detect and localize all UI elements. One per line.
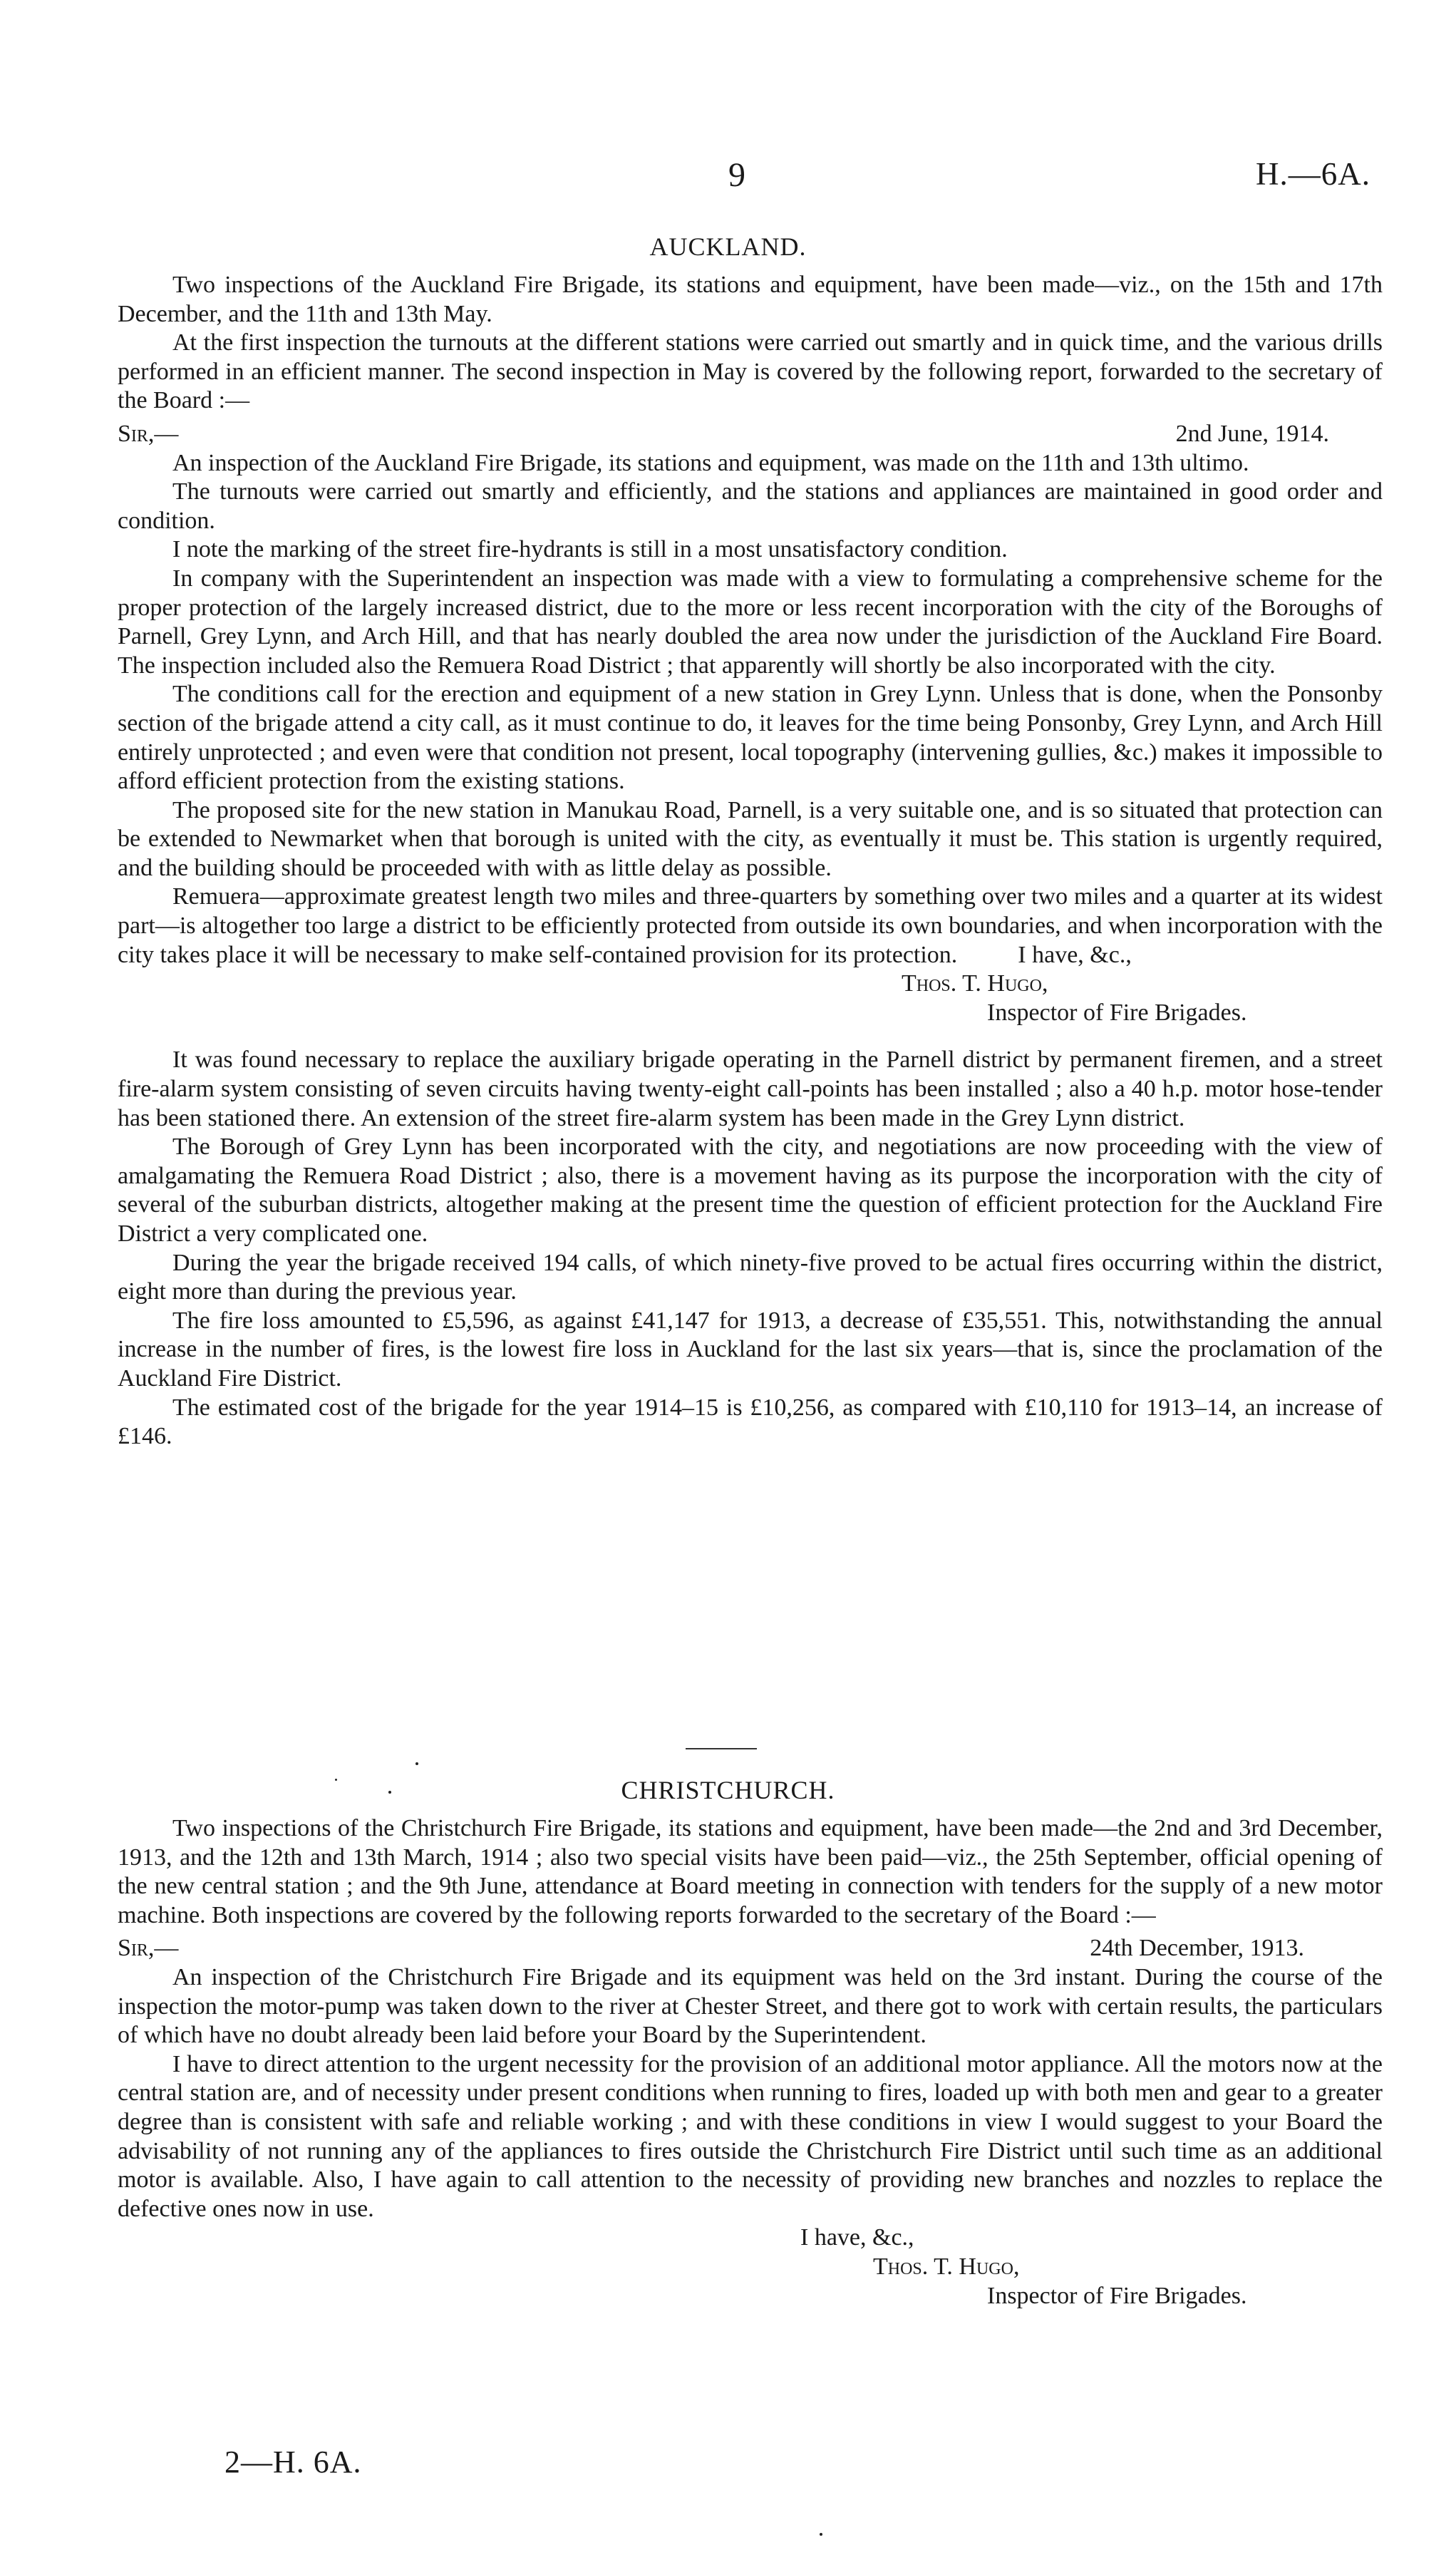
paragraph: The conditions call for the erection and equipment of a new station in Grey Lynn. Unless that is done, when the Ponsonby section of the brigade attend a city call, as it must continue to do, it leaves for the time being Ponsonby, Grey Lynn, and Arch Hill entirely unprotected ; and even were that condition not present, local topography (intervening gullies, &c.) makes it impossible to afford efficient protection from the existing stations. — [118, 681, 1383, 795]
christchurch-section — [118, 1814, 1383, 2310]
paragraph — [118, 883, 1383, 970]
closing: I have, &c., — [800, 2224, 914, 2251]
letter-date: 2nd June, 1914. — [1175, 420, 1329, 447]
paragraph: The fire loss amounted to £5,596, as against £41,147 for 1913, a decrease of £35,551. This, notwithstanding the annual increase in the number of fires, is the lowest fire loss in Auckland for the last six years—that is, since the proclamation of the Auckland Fire District. — [118, 1307, 1383, 1392]
document-reference: H.—6A. — [1256, 156, 1370, 192]
paragraph: At the first inspection the turnouts at the different stations were carried out smartly and in quick time, and the various drills performed in an efficient manner. The second inspection in May is covered by the following report, forwarded to the secretary of the Board :— — [118, 329, 1383, 414]
page-number: 9 — [728, 156, 745, 194]
paragraph: Two inspections of the Auckland Fire Brigade, its stations and equipment, have been made—viz., on the 15th and 17th December, and the 11th and 13th May. — [118, 272, 1383, 327]
scan-speck — [388, 1791, 391, 1794]
salutation: Sir,— — [118, 1935, 179, 1962]
section-divider — [686, 1748, 757, 1749]
scan-speck — [335, 1779, 337, 1781]
auckland-section — [118, 271, 1383, 1451]
paragraph: An inspection of the Auckland Fire Brigade, its stations and equipment, was made on the 11th and 13th ultimo. — [172, 449, 1249, 476]
paragraph: I note the marking of the street fire-hydrants is still in a most unsatisfactory condition. — [172, 536, 1008, 563]
scan-speck — [820, 2533, 822, 2536]
salutation: Sir,— — [118, 420, 179, 447]
paragraph-text: Remuera—approximate greatest length two miles and three-quarters by something over two miles and a quarter at its widest part—is altogether too large a district to be efficiently protected from outside its own boundaries, and when incorporation with the city takes place it will be necessary to make self-contained provision for its protection. — [118, 883, 1383, 968]
section-heading-auckland: AUCKLAND. — [649, 232, 807, 261]
section-heading-christchurch: CHRISTCHURCH. — [621, 1776, 835, 1804]
signature-mark: 2—H. 6A. — [224, 2445, 362, 2479]
paragraph: I have to direct attention to the urgent necessity for the provision of an additional motor appliance. All the motors now at the central station are, and of necessity under present conditions when running to fires, loaded up with both men and gear to a greater degree than is consistent with safe and reliable working ; and with these conditions in view I would suggest to your Board the advisability of not running any of the appliances to fires outside the Christchurch Fire District until such time as an additional motor is available. Also, I have again to call attention to the necessity of providing new branches and nozzles to replace the defective ones now in use. — [118, 2050, 1383, 2222]
signature-title: Inspector of Fire Brigades. — [987, 999, 1247, 1026]
paragraph: The Borough of Grey Lynn has been incorporated with the city, and negotiations are now proceeding with the view of amalgamating the Remuera Road District ; also, there is a movement having as its purpose the incorporation with the city of several of the suburban districts, altogether making at the present time the question of efficient protection for the Auckland Fire District a very complicated one. — [118, 1134, 1383, 1247]
paragraph: The proposed site for the new station in Manukau Road, Parnell, is a very suitable one, and is so situated that protection can be extended to Newmarket when that borough is united with the city, as eventually it must be. This station is urgently required, and the building should be proceeded with with as little delay as possible. — [118, 796, 1383, 881]
salutation-row — [118, 420, 1383, 449]
paragraph: In company with the Superintendent an inspection was made with a view to formulating a comprehensive scheme for the proper protection of the largely increased district, due to the more or less recent incorporation with the city of the Boroughs of Parnell, Grey Lynn, and Arch Hill, and that has nearly doubled the area now under the jurisdiction of the Auckland Fire Board. The inspection included also the Remuera Road District ; that apparently will shortly be also incorporated with the city. — [118, 565, 1383, 679]
paragraph: Two inspections of the Christchurch Fire Brigade, its stations and equipment, have been made—the 2nd and 3rd December, 1913, and the 12th and 13th March, 1914 ; also two special visits have been paid—viz., the 25th September, official opening of the new central station ; and the 9th June, attendance at Board meeting in connection with tenders for the supply of a new motor machine. Both inspections are covered by the following reports forwarded to the secretary of the Board :— — [118, 1815, 1383, 1928]
salutation-row — [118, 1934, 1383, 1963]
paragraph: During the year the brigade received 194 calls, of which ninety-five proved to be actual fires occurring within the district, eight more than during the previous year. — [118, 1249, 1383, 1305]
signature-name: Thos. T. Hugo, — [873, 2253, 1020, 2280]
paragraph: It was found necessary to replace the auxiliary brigade operating in the Parnell district by permanent firemen, and a street fire-alarm system consisting of seven circuits having twenty-eight call-points has been installed ; also a 40 h.p. motor hose-tender has been stationed there. An extension of the street fire-alarm system has been made in the Grey Lynn district. — [118, 1047, 1383, 1131]
signature-name: Thos. T. Hugo, — [902, 970, 1048, 997]
closing: I have, &c., — [1018, 941, 1132, 968]
paragraph: The estimated cost of the brigade for the year 1914–15 is £10,256, as compared with £10,110 for 1913–14, an increase of £146. — [118, 1394, 1383, 1450]
letter-date: 24th December, 1913. — [1090, 1935, 1304, 1962]
paragraph: An inspection of the Christchurch Fire Brigade and its equipment was held on the 3rd instant. During the course of the inspection the motor-pump was taken down to the river at Chester Street, and there got to work with certain results, the particulars of which have no doubt already been laid before your Board by the Superintendent. — [118, 1963, 1383, 2049]
scan-speck — [415, 1762, 418, 1765]
signature-title: Inspector of Fire Brigades. — [987, 2282, 1247, 2309]
spacer — [118, 1027, 1383, 1046]
paragraph: The turnouts were carried out smartly and efficiently, and the stations and appliances are maintained in good order and condition. — [118, 478, 1383, 534]
